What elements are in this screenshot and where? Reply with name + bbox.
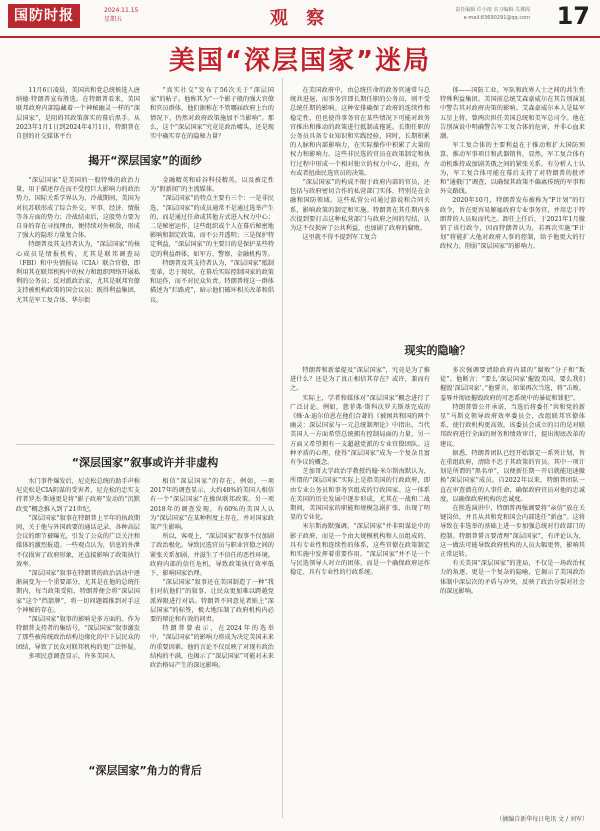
editor-credits xyxy=(455,6,530,22)
section1-col1: “深层国家”是美国的一股特殊的政治力量，用于描述存在而不受控巨大影响力的政治势力，国际关系学界认为，冷战期间，美国为对抗苏联形成了综合外交、军事、经济、情报等各方面的势力；冷战结束后，这股势力要为自身的存在寻找理由，便持续对外树敌，形成了强大的隐形力量复合体。 特朗普及其支持者认为，“深层国家”的核心成员是情报机构，尤其是联邦调查局（FBI）和中央情报局（CIA）联合官僚，即利用其在联邦机构中的权力和组织网络开展私利的公务员；反对派政治家，尤其是联邦官僚支持被机构政策的国会议员；既得利益集团，尤其是军工复合体、华尔街 xyxy=(16,177,140,304)
article-intro-col1: 11月6日凌晨，美国共和党总统候选人唐纳德·特朗普宣布胜选。在特朗普看来，美国联邦政府内部隐藏着一个神秘幽灵一样的“深层国家”，是阻碍其政策落实的幕后黑手。从2023年1月1日到2024年4月1日，特朗普在自创的社交媒体平台 xyxy=(16,87,140,141)
page-number: 17 xyxy=(556,2,590,30)
heading-narrative: “深层国家”叙事或许并非虚构 xyxy=(71,456,219,469)
section4-col2: 多次强调要清除政府内部的“腐败”分子和“叛徒”。他断言：“要么‘深层国家’摧毁美国，要么我们摧毁‘深层国家’。”他誓言，如果再次当选，将“击败、羞辱并彻底摧毁政府的可恶系统中的暴徒和罪犯”。 特朗普曾公开承诺，当选后将委任“共和党的新星”马斯克领导政府效率委员会，改组联邦官僚体系，使行政机构更高效。该委员会成立的目的是对联邦政府进行全面的财务和绩效审计，提出彻底改革的建议。 据悉，特朗普团队已经开始制定一系列计划，旨在重组政府，清除不忠于其政策的官员。其中一项计划是所谓的“黑名单”，以便新任期一开启就能迅速撤换“深层国家”成员。自2022年以来，特朗普团队一直在审查潜在的人事任命，确保政府官员对他的忠诚度，以确保政府机构的忠诚度。 在胜选演讲中，特朗普再强调要将“亲信”放在关键岗位，并且从共和党和国会内部选任“新血”。这将导致在非选举的基础上进一步加强总统对行政部门的控制。特朗普誓言要清理“深层国家”，有评论认为，这一做法可能导致政府机构的人员大幅更替，影响其正常运转。 有关美国“深层国家”的迷局，不仅是一场政治权力的角逐，更是一个复杂的隐喻，它揭示了美国政治体制中深层次的矛盾与冲突，反映了政治分裂对社会的深远影响。 xyxy=(440,367,585,595)
date-text: 2024.11.15 xyxy=(104,7,139,14)
section3-col2: 体——国防工业、军队和政界人士之间的共生性特殊利益集团。美国前总统艾森豪威尔在其告别演说中警告其对政府决策的影响。艾森豪威尔本人是陆军五星上将，曾两次担任美国总统和美军总司令。他在告别演说中明确警告军工复合体的危害，并非心血来潮。 军工复合体的主要利益在于推动和扩大国防预算、推动军事项目和武器销售，显然，军工复合体有动机维持或加剧美俄之间的紧张关系。有分析人士认为，军工复合体可能在幕后支持了对特朗普的批评和“通俄门”调查，以确保其政策不偏离传统的军事和外交路线。 2020年10月，特朗普发布被称为“F计划”的行政令，旨在更容易解雇政府专业事务官，并用忠于特朗普的人员取而代之。卸任上任后，于2021年1月撤销了该行政令，因而特朗普认为，若再次实施“F计划”将能扩大他对政府人事的控制，给予他更大的行政权力，削弱“深层国家”的影响力。 xyxy=(440,87,585,251)
heading-metaphor: 现实的隐喻？ xyxy=(404,344,471,357)
section1-col2: 金融精英和硅谷科技精英，以及被定性为“假新闻”的主流媒体。 “深层国家”的特点主要有三个：一是非民选，“深层国家”的成员通常不是通过选举产生的，而是通过任命或其他方式进入权力中心；二是秘密运作，这些组织或个人在幕后秘密地影响和制定政策，而不公开透明；三是保护特定利益，“深层国家”的主要目的是保护某些特定的利益群体，如军方、警察、金融机构等。 特朗普及其支持者认为，“深层国家”抵制变革，忠于现状，在幕后实际控制国家的政策和运作，而不对民众负责。特朗普将这一群体描述为“拦路虎”，暗示他们破坏相关改革和倡议。 xyxy=(150,177,274,304)
divider xyxy=(16,444,274,445)
weekday-text: 星期五 xyxy=(104,16,123,23)
editor-email: e-mail:83690291@qq.com xyxy=(463,15,530,21)
column-divider xyxy=(282,78,283,818)
article-title: 美国“深层国家”迷局 xyxy=(168,46,432,76)
section2-col1: 水门事件爆发后，尼克松总统的助手声称尼克松是CIA阴谋的受害者，尼克松的忠实支持者罗杰·斯通更是将“影子政府”发动的“沉默政变”概念推入到了21世纪。 “深层国家”叙事在特朗普上半年的执政期间，关于他与外国政要的通话记录、各种高层会议的细节被曝光，引发了公众的广泛关注和媒体的激烈报道。一些观点认为，信息的外泄不仅损害了政府形象，还直接影响了政策执行效率。 “深层国家”叙事在特朗普的政治活动中逐渐演变为一个重要部分，尤其是在他的总统任期内，每当政策受阻，特朗普便会将“深层国家”这个“挡箭牌”，将一切问题都推到对手这个神秘的存在。 “深层国家”叙事的影响是多方面的。作为特朗普支持者的集结号，“深层国家”叙事激发了那些被传统政治结构边缘化的中下层民众的团结，导致了民众对联邦机构的更广泛怀疑。 多项民意调查显示，许多美国人 xyxy=(16,478,140,660)
article-intro-col2: “真实社交”发布了56次关于“深层国家”的帖子。他称其为“一个影子般的强大官僚和官员群体，他们据称在不管哪届政府上台的情况下，仍然对政府政策施加不当影响”。那么，这个“深层国家”究竟是政治噱头，还是现实中确实存在的隐秘力量？ xyxy=(150,87,274,141)
section3-col1: 在美国政府中，由总统任命的政务官通常与总统共进退，而事务官即长期任职的公务员，则不受总统任期的影响。这种安排确保了政府的连续性和稳定性，但也使得事务官在某些情况下可能对政务官推出和推动的政策进行抵制或拖延。长期任职的公务员具备专业知识和实践经验，同时，长期积累的人脉和内部影响力，在实际操作中积累了大量的权力和影响力。这些非民选的官员在政策制定和执行过程中形成一个相对独立的权力中心，进而，左右或者扭曲民选官员的决策。 “深层国家”的构成不限于政府内部的官员，还包括与政府密切合作的私营部门实体，特别是在金融和国防领域。这些私营公司通过游说和合同关系，影响政策的制定和实施。特朗普在其任期内多次提到要打击这种私营部门与政府之间的勾结，认为这不仅损害了公共利益，也加剧了政府的腐败。 这里就不得不提到军工复合 xyxy=(290,87,430,242)
newspaper-logo: 国防时报 xyxy=(8,4,80,28)
page-header xyxy=(0,0,600,38)
heading-unveil: 揭开“深层国家”的面纱 xyxy=(88,154,202,167)
heading-behind: “深层国家”角力的背后 xyxy=(88,764,202,777)
section2-col2: 相信“深层国家”的存在。例如，一项2017年的调查显示，大约48%的美国人相信有一个“深层国家”在操纵联邦政策。另一项2018年的调查发现，有60%的美国人认为“深层国家”在某种程度上存在，并对国家政策产生影响。 所以，客观上，“深层国家”叙事不仅加剧了政治极化，导致民选官员与职业官僚之间的紧张关系加剧，并滋生了不信任的恶性环境。政府内部的信任危机，导致政策执行效率低下，影响国家治理。 “深层国家”叙事还在美国制造了一种“我们对抗他们”的叙事，让民众更加难以跨越党派界限进行对话。特朗普不同意见者贴上“深层国家”的标签，极大地压制了政府机构内必要的辩论和有效的问责。 特朗普曾表示，在2024年的选举中，“深层国家”的影响力将成为决定美国未来的重要因素。他的言论不仅反映了对现有政治结构的不满，也揭示了“深层国家”可能对未来政治格局产生的深远影响。 xyxy=(150,478,274,670)
section-title: 观 察 xyxy=(269,8,331,29)
section4-col1: 特朗普和新蒙提及“深层国家”，究竟是为了推进什么？还是为了真正相信其存在？或许，兼而有之。 实际上，学者和媒体对“深层国家”概念进行了广泛讨论。例如，慈菲弗·斯科沃罗夫斯基完成的《蛛·A·迪尔伯恩在他们合著的《被困共和国的两个幽灵：深层国家与一元总统制理论》中指出，当代美国人一方面希望总统拥有控制局面的力量，另一方面又希望拥有一支超越党派的专业官僚团队。这种矛盾的心理，使得“深层国家”成为一个复杂且富有争议的概念。 芝加哥大学政治学教授约翰·米尔斯海默认为，所谓的“深层国家”实际上是指美国的行政政府，即由专业公务员和事务官组成的行政国家。这一体系在美国的历史发展中逐步形成，尤其在一战和二战期间，美国国家的职能和规模急剧扩张，出现了明显的专业化。 米尔斯海默强调，“深层国家”并非阴谋论中的影子政府，而是一个由大规模机构和人员组成的、具有专业性和连续性的体系，这些官僚在政策制定和实施中发挥着重要作用。“深层国家”并不是一个与民选领导人对立的团体，而是一个确保政府运作稳定、具有专业性的行政系统。 xyxy=(290,367,430,577)
article-byline: （摘编自新华每日电讯 文 / 刘军） xyxy=(496,816,588,823)
editor-names: 责任编辑 许小雨 实习编辑 关翼阁 xyxy=(455,7,530,13)
